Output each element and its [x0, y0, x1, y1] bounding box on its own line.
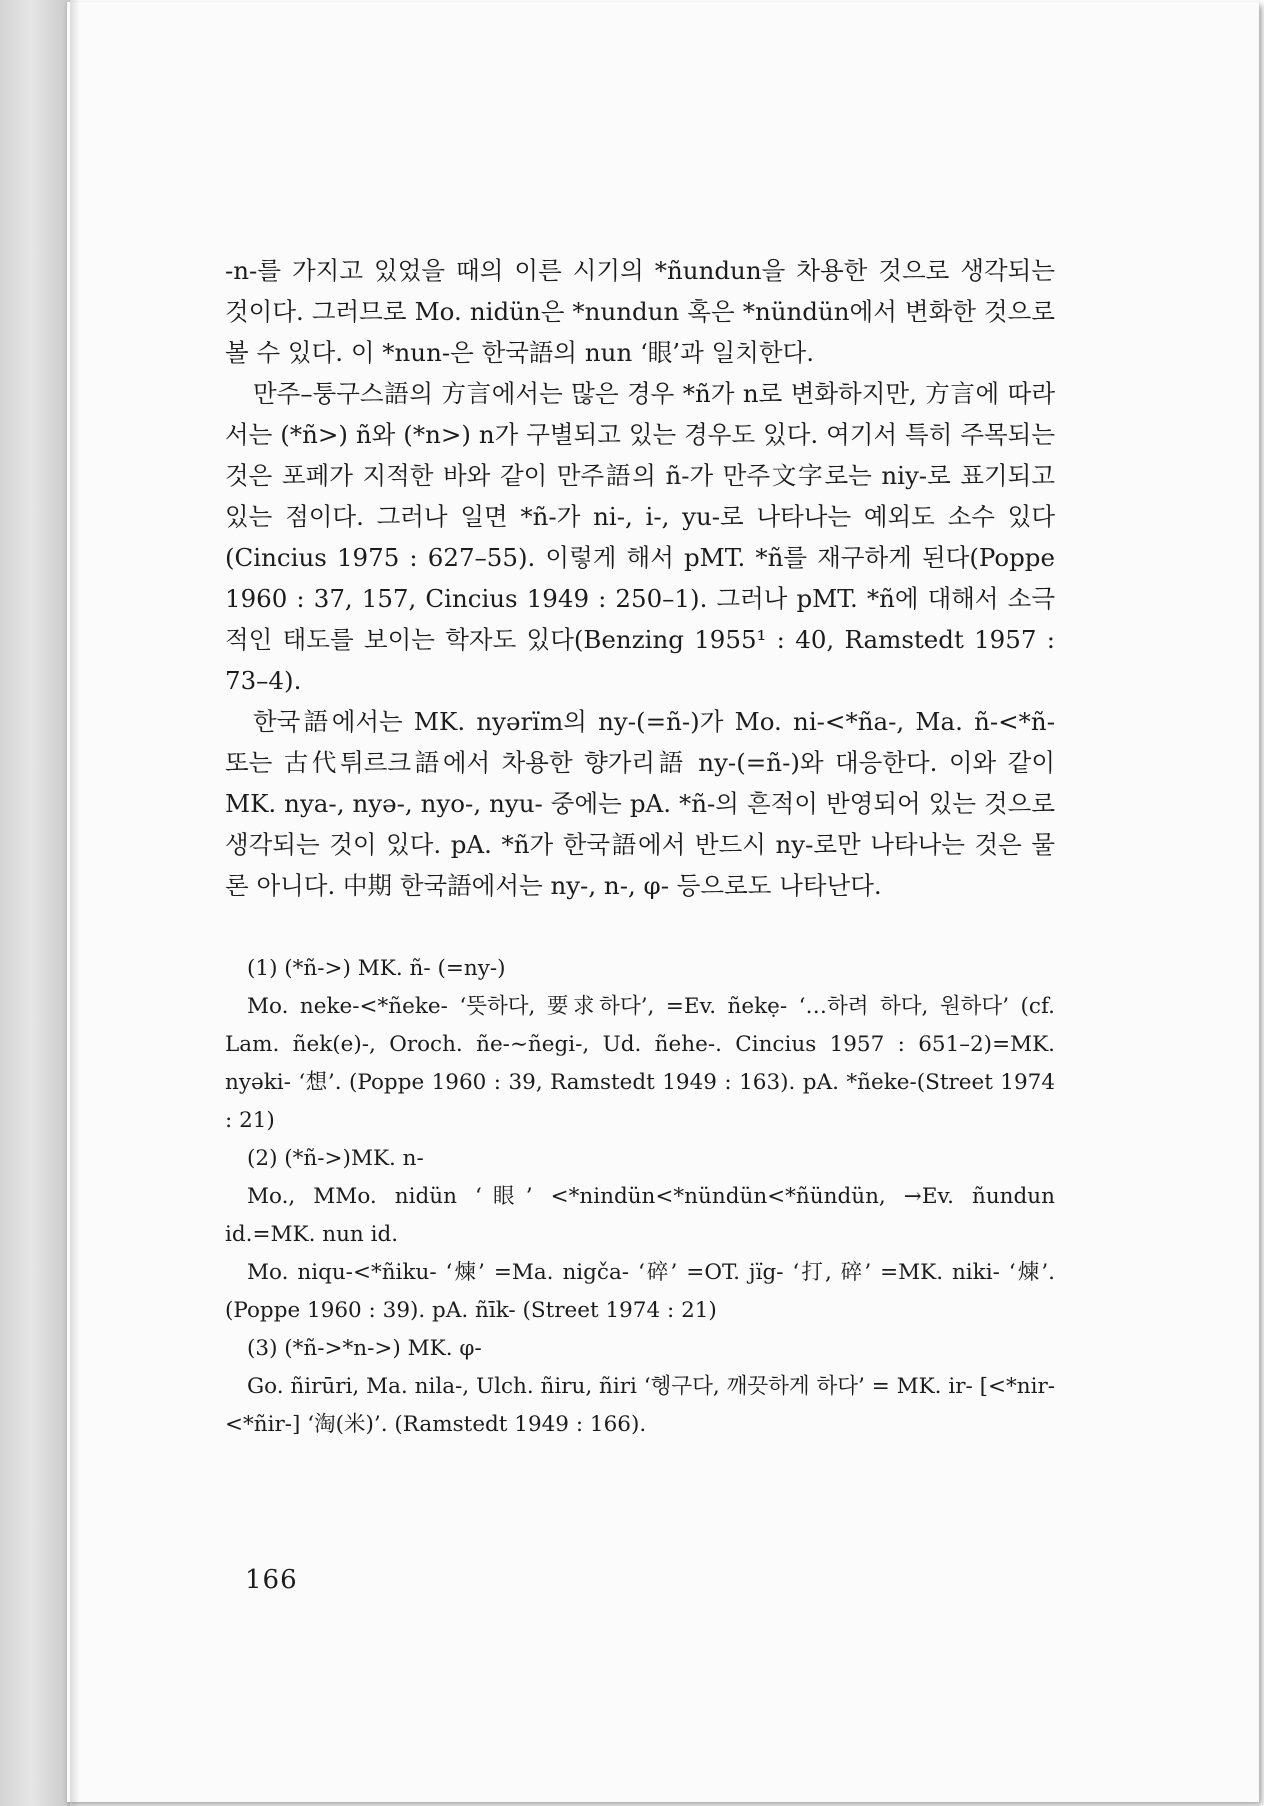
spine-shadow	[70, 0, 80, 1806]
entry-heading: (3) (*ñ->*n->) MK. φ-	[247, 1336, 482, 1361]
body-text	[225, 250, 1055, 906]
etymology-entries	[225, 950, 1055, 1444]
entry-heading: (1) (*ñ->) MK. ñ- (=ny-)	[247, 956, 506, 981]
page-content	[225, 250, 1055, 1444]
page-number: 166	[245, 1565, 298, 1595]
paragraph: 만주–퉁구스語의 方言에서는 많은 경우 *ñ가 n로 변화하지만, 方言에 따라서는 (*ñ>) ñ와 (*n>) n가 구별되고 있는 경우도 있다. 여기서 특히 주목되는 것은 포페가 지적한 바와 같이 만주語의 ñ-가 만주文字로는 niy-로 표기되고 있는 점이다. 그러나 일면 *ñ-가 ni-, i-, yu-로 나타나는 예외도 소수 있다(Cincius 1975 : 627–55). 이렇게 해서 pMT. *ñ를 재구하게 된다(Poppe 1960 : 37, 157, Cincius 1949 : 250–1). 그러나 pMT. *ñ에 대해서 소극적인 태도를 보이는 학자도 있다(Benzing 1955¹ : 40, Ramstedt 1957 : 73–4).	[225, 379, 1055, 695]
entry-text: Mo. neke-<*ñeke- ‘뜻하다, 要求하다’, =Ev. ñekẹ- ‘…하려 하다, 원하다’ (cf. Lam. ñek(e)-, Oroch. ñe-∼ñegi-, Ud. ñehe-. Cincius 1957 : 651–2)=MK. nyəki- ‘想’. (Poppe 1960 : 39, Ramstedt 1949 : 163). pA. *ñeke-(Street 1974 : 21)	[225, 994, 1055, 1133]
entry-heading: (2) (*ñ->)MK. n-	[247, 1146, 424, 1171]
book-spine	[0, 0, 70, 1806]
paragraph: 한국語에서는 MK. nyərïm의 ny-(=ñ-)가 Mo. ni-<*ña-, Ma. ñ-<*ñ- 또는 古代튀르크語에서 차용한 향가리語 ny-(=ñ-)와 대응한다. 이와 같이 MK. nya-, nyə-, nyo-, nyu- 중에는 pA. *ñ-의 흔적이 반영되어 있는 것으로 생각되는 것이 있다. pA. *ñ가 한국語에서 반드시 ny-로만 나타나는 것은 물론 아니다. 中期 한국語에서는 ny-, n-, φ- 등으로도 나타난다.	[225, 707, 1055, 900]
entry-text: Mo. niqu-<*ñiku- ‘煉’ =Ma. nigča- ‘碎’ =OT. jïg- ‘打, 碎’ =MK. niki- ‘煉’. (Poppe 1960 : 39). pA. ñīk- (Street 1974 : 21)	[225, 1260, 1055, 1323]
entry-text: Mo., MMo. nidün ‘眼’ <*nindün<*nündün<*ñündün, →Ev. ñundun id.=MK. nun id.	[225, 1184, 1055, 1247]
entry-text: Go. ñirūri, Ma. nila-, Ulch. ñiru, ñiri ‘헹구다, 깨끗하게 하다’ = MK. ir- [<*nir-<*ñir-] ‘淘(米)’. (Ramstedt 1949 : 166).	[225, 1374, 1055, 1437]
paragraph: -n-를 가지고 있었을 때의 이른 시기의 *ñundun을 차용한 것으로 생각되는 것이다. 그러므로 Mo. nidün은 *nundun 혹은 *nündün에서 변화한 것으로 볼 수 있다. 이 *nun-은 한국語의 nun ‘眼’과 일치한다.	[225, 256, 1055, 367]
